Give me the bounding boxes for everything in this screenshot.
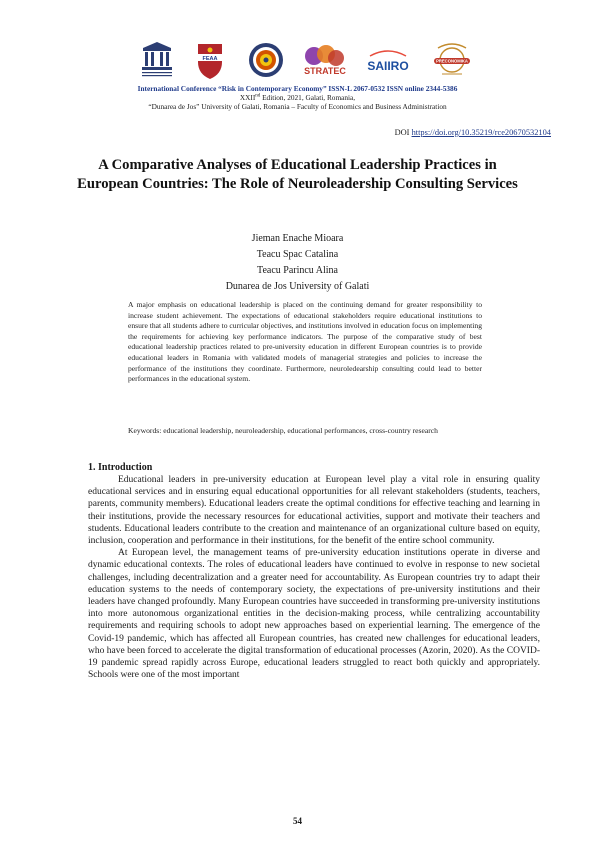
edition-line: XXIInd Edition, 2021, Galati, Romania, xyxy=(239,93,356,102)
svg-text:STRATEC: STRATEC xyxy=(304,66,346,76)
author-name: Teacu Parincu Alina xyxy=(257,265,338,276)
university-line: “Dunarea de Jos” University of Galati, Romania – Faculty of Economics and Business Administration xyxy=(148,102,447,111)
doi-label: DOI xyxy=(394,128,412,137)
stratec-logo xyxy=(300,44,350,78)
svg-text:SAIIRO: SAIIRO xyxy=(367,59,409,73)
section-heading: 1. Introduction xyxy=(88,462,153,473)
author-block xyxy=(0,231,595,295)
section-body xyxy=(88,474,540,681)
body-paragraph: Educational leaders in pre-university education at European level play a vital role in ensuring quality educational services and in ensuring equal educational opportunities for all relevant stakeholders (students, teachers, parents, community members). Educational leaders create the optimal conditions for effective teaching and learning in their institutions, provide the necessary resources for educational activities, support and motivate their teachers and students. Educational leaders contribute to the creation and maintenance of an organizational culture based on equity, inclusion, cooperation and performance in their institutions, for the benefit of the entire school community. xyxy=(88,475,540,547)
keywords: Keywords: educational leadership, neuroleadership, educational performances, cross-country research xyxy=(128,426,438,435)
conference-line: International Conference “Risk in Contemporary Economy” ISSN-L 2067-0532 ISSN online 2344-5386 xyxy=(137,84,458,93)
feaa-logo xyxy=(196,42,224,80)
page-number: 54 xyxy=(293,816,302,826)
logo-row xyxy=(140,40,530,82)
saiiro-logo xyxy=(366,48,410,78)
university-galati-logo xyxy=(140,42,174,80)
author-name: Teacu Spac Catalina xyxy=(256,249,339,260)
author-affiliation: Dunarea de Jos University of Galati xyxy=(225,281,370,292)
doi-line xyxy=(395,128,551,137)
abstract: A major emphasis on educational leadership is placed on the continuing demand for greater responsibility to increase student achievement. The expectations of educational stakeholders require educational institutions to ensure that all students adhere to curricular objectives, and institutions involved in education focus on implementing the requirements for achieving key performance indicators. The purpose of the comparative study of best educational leadership practices related to pre-university education in different European countries is to provide educational leaders in Romania with validated models of managerial strategies and policies to increase the performance of the institutions they coordinate. Furthermore, neuroledearship consulting could lead to better performances in the educational system. xyxy=(128,300,482,384)
round-emblem-logo xyxy=(248,42,284,78)
preconomika-logo xyxy=(430,40,474,80)
doi-link[interactable]: https://doi.org/10.35219/rce20670532104 xyxy=(411,128,551,137)
paper-title: A Comparative Analyses of Educational Leadership Practices in European Countries: The Role of Neuroleadership Consulting Services xyxy=(77,157,518,192)
author-name: Jieman Enache Mioara xyxy=(251,233,344,244)
body-paragraph: At European level, the management teams of pre-university education institutions operate in diverse and dynamic educational contexts. The roles of educational leaders have continued to evolve in response to new societal challenges, including decentralization and a greater need for accountability. As European countries try to adapt their education systems to the needs of contemporary society, the expectations of pre-university institutions and their leaders have changed profoundly. Many European countries have succeeded in transforming pre-university institutions into more autonomous organizational entities in the decision-making process, while centralizing accountability requirements and requiring schools to adopt new approaches based on experiential learning. The emergence of the Covid-19 pandemic, which has affected all European countries, has created new challenges for educational leaders, who have been forced to accelerate the digital transformation of educational processes (Azorin, 2020). As the COVID-19 pandemic spread rapidly across Europe, educational leaders struggled to react both quickly and appropriately. Schools were one of the most important xyxy=(88,548,540,681)
svg-text:FEAA: FEAA xyxy=(202,56,218,62)
svg-text:PRECONOMIKA: PRECONOMIKA xyxy=(436,58,468,64)
